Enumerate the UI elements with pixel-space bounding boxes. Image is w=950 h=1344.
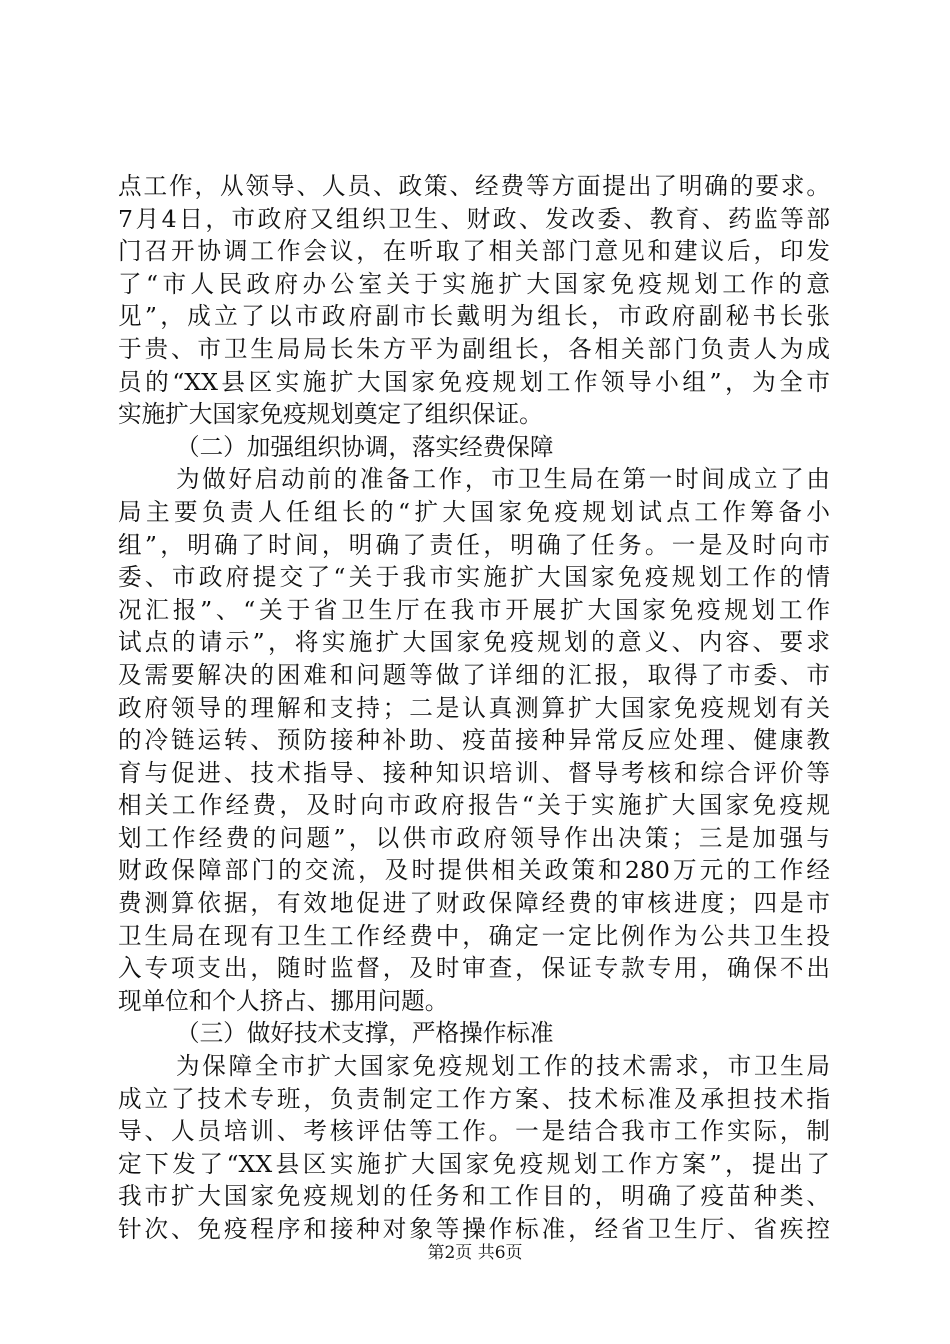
page-footer: 第2页 共6页 [427,1243,523,1263]
text-line: 于贵、市卫生局局长朱方平为副组长，各相关部门负责人为成 [118,334,830,363]
text-line: 见”，成立了以市政府副市长戴明为组长，市政府副秘书长张 [118,302,830,331]
text-line: 为做好启动前的准备工作，市卫生局在第一时间成立了由 [176,465,830,494]
text-line: 卫生局在现有卫生工作经费中，确定一定比例作为公共卫生投 [118,921,830,950]
text-line: 费测算依据，有效地促进了财政保障经费的审核进度；四是市 [118,889,830,918]
text-line: 实施扩大国家免疫规划奠定了组织保证。 [118,400,543,429]
text-line: 了“市人民政府办公室关于实施扩大国家免疫规划工作的意 [118,269,830,298]
text-line: 现单位和个人挤占、挪用问题。 [118,986,449,1015]
text-line: 我市扩大国家免疫规划的任务和工作目的，明确了疫苗种类、 [118,1182,830,1211]
document-body [118,170,830,1246]
text-line: 局主要负责人任组长的“扩大国家免疫规划试点工作筹备小 [118,497,830,526]
text-line: 政府领导的理解和支持；二是认真测算扩大国家免疫规划有关 [118,693,830,722]
text-line: 入专项支出，随时监督，及时审查，保证专款专用，确保不出 [118,954,830,983]
text-line: 委、市政府提交了“关于我市实施扩大国家免疫规划工作的情 [118,563,830,592]
text-line: 针次、免疫程序和接种对象等操作标准，经省卫生厅、省疾控 [118,1215,830,1243]
text-line: 员的“XX县区实施扩大国家免疫规划工作领导小组”，为全市 [118,367,830,396]
text-line: 7月4日，市政府又组织卫生、财政、发改委、教育、药监等部 [118,204,830,233]
text-line: 及需要解决的困难和问题等做了详细的汇报，取得了市委、市 [118,660,830,689]
text-line: 试点的请示”，将实施扩大国家免疫规划的意义、内容、要求 [118,628,830,657]
text-line: 门召开协调工作会议，在听取了相关部门意见和建议后，印发 [118,237,830,266]
text-line: 组”，明确了时间，明确了责任，明确了任务。一是及时向市 [118,530,830,559]
text-line: 相关工作经费，及时向市政府报告“关于实施扩大国家免疫规 [118,791,830,820]
text-line: 况汇报”、“关于省卫生厅在我市开展扩大国家免疫规划工作 [118,595,830,624]
text-line: 的冷链运转、预防接种补助、疫苗接种异常反应处理、健康教 [118,726,830,755]
section-heading: （三）做好技术支撑，严格操作标准 [176,1019,554,1048]
text-line: 定下发了“XX县区实施扩大国家免疫规划工作方案”，提出了 [118,1149,830,1178]
text-line: 财政保障部门的交流，及时提供相关政策和280万元的工作经 [118,856,830,885]
text-line: 为保障全市扩大国家免疫规划工作的技术需求，市卫生局 [176,1052,830,1081]
text-line: 划工作经费的问题”，以供市政府领导作出决策；三是加强与 [118,823,830,852]
text-line: 育与促进、技术指导、接种知识培训、督导考核和综合评价等 [118,758,830,787]
text-line: 导、人员培训、考核评估等工作。一是结合我市工作实际，制 [118,1117,830,1146]
text-line: 点工作，从领导、人员、政策、经费等方面提出了明确的要求。 [118,172,830,200]
text-line: 成立了技术专班，负责制定工作方案、技术标准及承担技术指 [118,1084,830,1113]
section-heading: （二）加强组织协调，落实经费保障 [176,432,554,461]
